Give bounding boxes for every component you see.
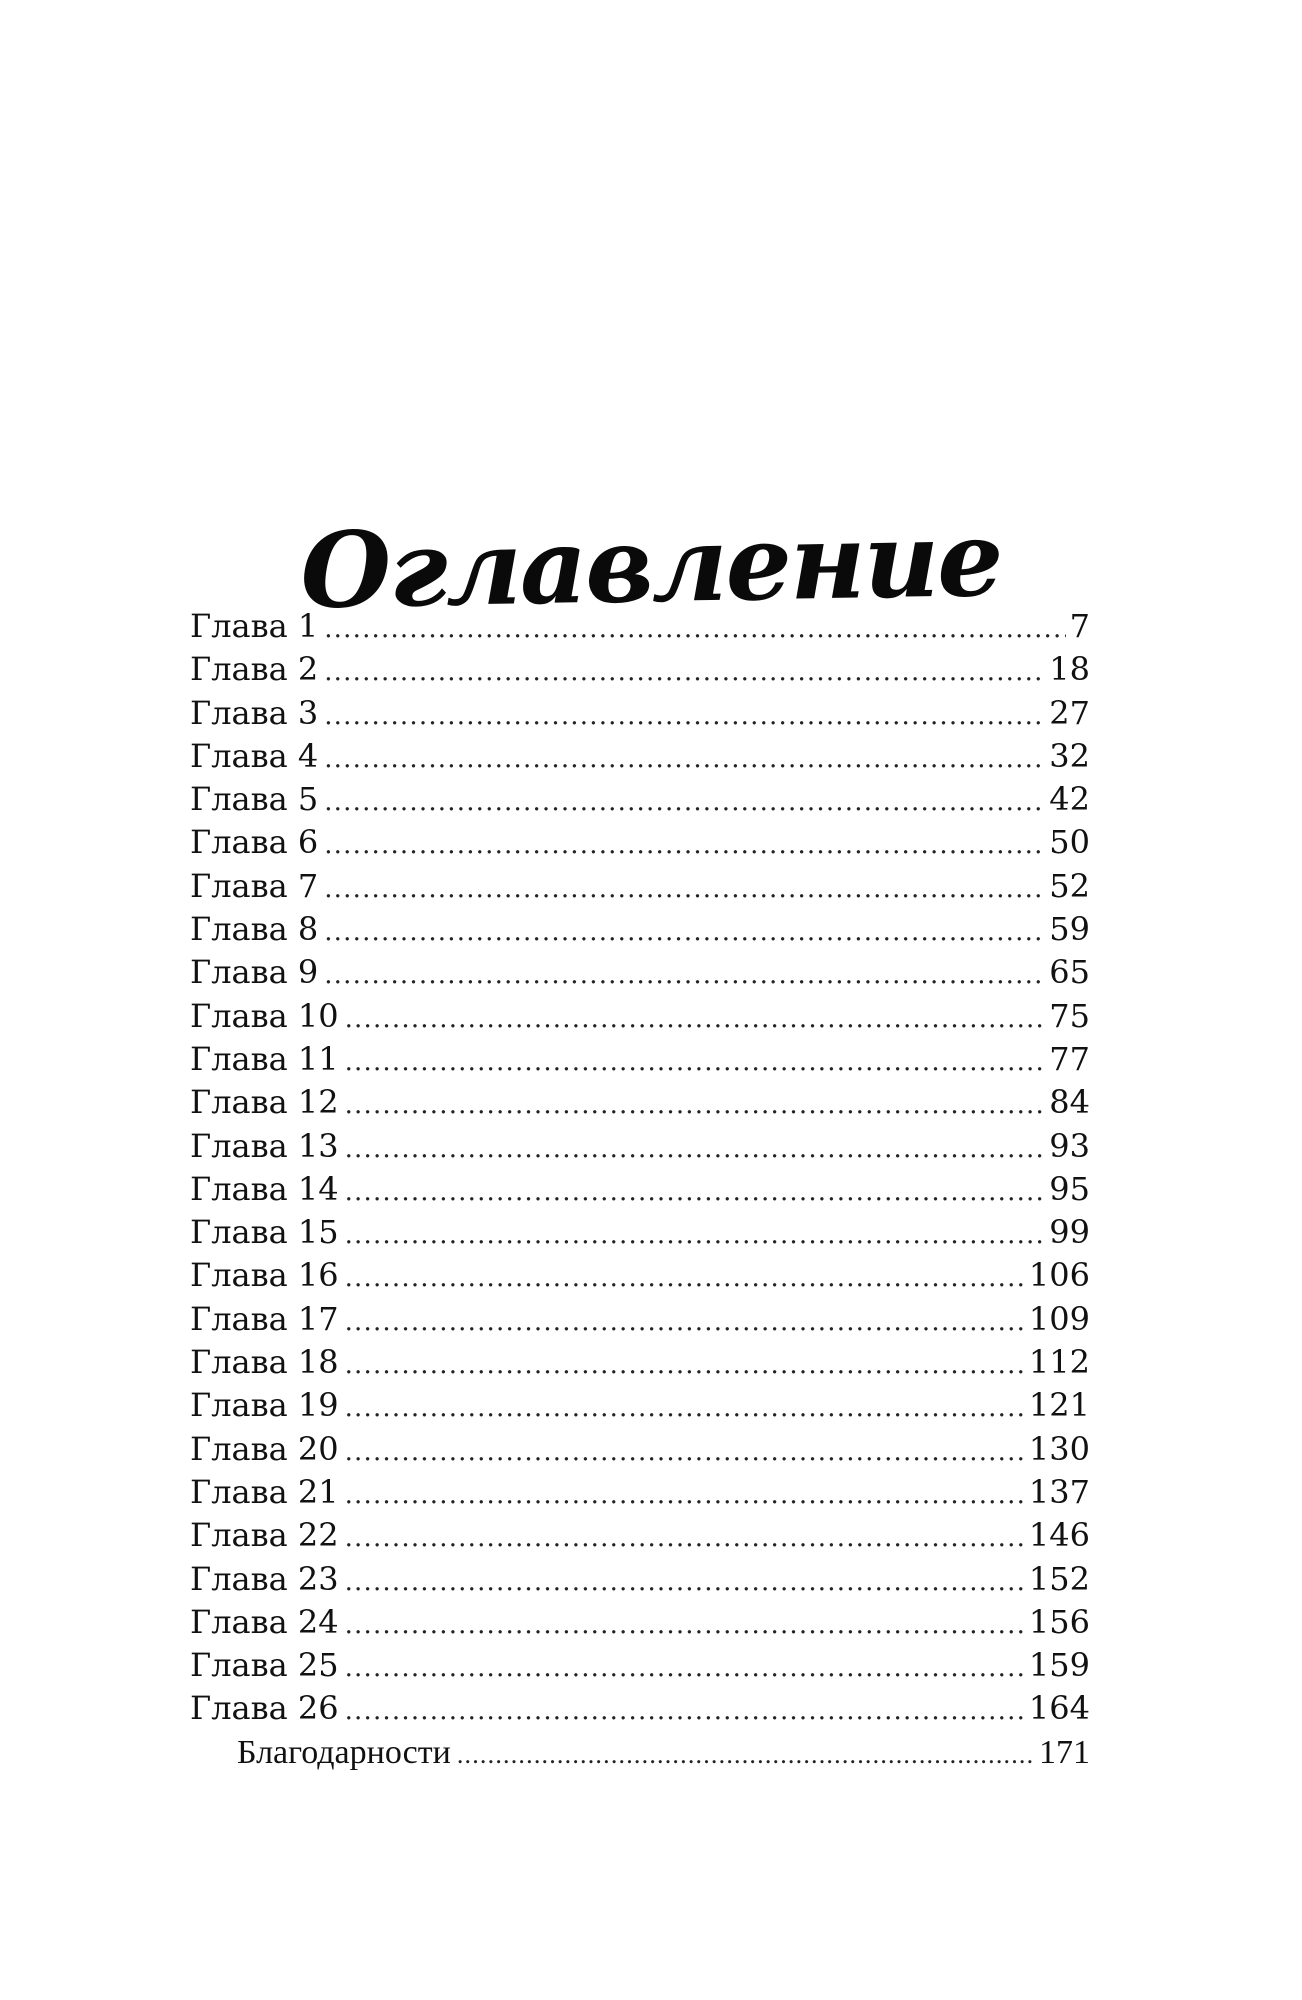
toc-dot-leader [324, 954, 1045, 994]
toc-entry-page: 164 [1028, 1689, 1090, 1728]
toc-entry-page: 171 [1039, 1733, 1090, 1771]
toc-entry-label: Глава 23 [190, 1559, 339, 1598]
toc-entry [190, 1125, 1090, 1168]
toc-dot-leader [345, 1301, 1025, 1341]
toc-entry [190, 1558, 1090, 1601]
toc-entry-label: Глава 25 [190, 1646, 339, 1685]
toc-entry-page: 99 [1049, 1213, 1090, 1252]
toc-entry-page: 59 [1049, 910, 1090, 949]
toc-dot-leader [345, 998, 1046, 1038]
toc-dot-leader [345, 1084, 1046, 1124]
toc-entry [190, 821, 1090, 864]
toc-entry-label: Глава 13 [190, 1126, 339, 1165]
toc-dot-leader [345, 1214, 1046, 1254]
toc-entry [190, 951, 1090, 994]
toc-entry-page: 109 [1028, 1299, 1090, 1338]
toc-entry-page: 84 [1049, 1083, 1090, 1122]
toc-entry-page: 121 [1028, 1386, 1090, 1425]
toc-entry-page: 159 [1028, 1646, 1090, 1685]
toc-entry-page: 75 [1049, 996, 1090, 1035]
toc-entry-label: Глава 6 [190, 823, 319, 862]
toc-entry-label: Глава 5 [190, 780, 319, 819]
toc-dot-leader [324, 738, 1045, 778]
toc-entry [190, 735, 1090, 778]
toc-entry-label: Глава 7 [190, 866, 319, 905]
toc-entry-page: 32 [1049, 736, 1090, 775]
toc-entry [190, 1514, 1090, 1557]
toc-entry-label: Глава 26 [190, 1689, 339, 1728]
toc-dot-leader [345, 1041, 1046, 1081]
toc-dot-leader [345, 1387, 1025, 1427]
toc-entry-page: 18 [1049, 650, 1090, 689]
toc-entry-page: 112 [1028, 1343, 1090, 1382]
toc-entry-page: 146 [1028, 1516, 1090, 1555]
toc-entry-page: 52 [1049, 866, 1090, 905]
toc-entry-label: Глава 15 [190, 1213, 339, 1252]
toc-entry-page: 152 [1028, 1559, 1090, 1598]
toc-entry-page: 42 [1049, 780, 1090, 819]
toc-entry-label: Глава 17 [190, 1299, 339, 1338]
toc-entry-label: Глава 9 [190, 953, 319, 992]
toc-dot-leader [345, 1344, 1025, 1384]
toc-dot-leader [345, 1128, 1046, 1168]
toc-entry-page: 27 [1049, 693, 1090, 732]
toc-entry-page: 106 [1028, 1256, 1090, 1295]
toc-entry-label: Глава 12 [190, 1083, 339, 1122]
toc-entry-page: 95 [1049, 1169, 1090, 1208]
toc-dot-leader [345, 1257, 1025, 1297]
toc-dot-leader [324, 824, 1045, 864]
toc-entry-page: 65 [1049, 953, 1090, 992]
toc-entry [190, 1341, 1090, 1384]
toc-entry-label: Глава 24 [190, 1602, 339, 1641]
toc-dot-leader [345, 1647, 1025, 1687]
toc-entry [190, 1687, 1090, 1730]
toc-entry-label: Глава 10 [190, 996, 339, 1035]
toc-entry [190, 648, 1090, 691]
toc-entry-page: 93 [1049, 1126, 1090, 1165]
toc-dot-leader [324, 781, 1045, 821]
toc-entry [190, 1211, 1090, 1254]
toc-entry-page: 50 [1049, 823, 1090, 862]
toc-entry-label: Глава 16 [190, 1256, 339, 1295]
toc-dot-leader [324, 868, 1045, 908]
toc-entry-page: 137 [1028, 1472, 1090, 1511]
toc-entry [190, 1298, 1090, 1341]
toc-dot-leader [345, 1690, 1025, 1730]
toc-entry-label: Глава 14 [190, 1169, 339, 1208]
table-of-contents [190, 605, 1090, 1774]
toc-entry-label: Глава 19 [190, 1386, 339, 1425]
toc-entry-label: Глава 3 [190, 693, 319, 732]
toc-entry-label: Глава 1 [190, 607, 319, 645]
toc-entry-label: Глава 22 [190, 1516, 339, 1555]
toc-entry-label: Глава 8 [190, 910, 319, 949]
toc-entry [190, 778, 1090, 821]
toc-entry [190, 1168, 1090, 1211]
toc-dot-leader [457, 1733, 1035, 1774]
toc-entry-label: Глава 11 [190, 1039, 339, 1078]
toc-entry [190, 1471, 1090, 1514]
toc-dot-leader [324, 911, 1045, 951]
toc-entry [190, 1644, 1090, 1687]
toc-dot-leader [345, 1474, 1025, 1514]
toc-entry [190, 1038, 1090, 1081]
toc-entry-page: 156 [1028, 1602, 1090, 1641]
toc-entry-label: Благодарности [237, 1733, 451, 1771]
toc-dot-leader [345, 1431, 1025, 1471]
toc-dot-leader [345, 1561, 1025, 1601]
toc-dot-leader [345, 1517, 1025, 1557]
toc-entry-label: Глава 18 [190, 1343, 339, 1382]
toc-entry-page: 7 [1069, 607, 1090, 645]
toc-entry-label: Глава 4 [190, 736, 319, 775]
toc-entry-page: 77 [1049, 1039, 1090, 1078]
toc-entry [190, 908, 1090, 951]
toc-entry [190, 1428, 1090, 1471]
toc-entry [190, 692, 1090, 735]
toc-dot-leader [345, 1171, 1046, 1211]
toc-entry [190, 605, 1090, 648]
toc-entry-label: Глава 2 [190, 650, 319, 689]
toc-dot-leader [324, 695, 1045, 735]
toc-entry [190, 865, 1090, 908]
toc-entry [190, 1601, 1090, 1644]
toc-entry-page: 130 [1028, 1429, 1090, 1468]
toc-entry-label: Глава 20 [190, 1429, 339, 1468]
toc-entry-label: Глава 21 [190, 1472, 339, 1511]
page-title: Оглавление [299, 496, 1003, 632]
toc-dot-leader [324, 608, 1065, 648]
toc-dot-leader [324, 651, 1045, 691]
toc-entry [190, 995, 1090, 1038]
toc-entry [190, 1254, 1090, 1297]
toc-entry [190, 1081, 1090, 1124]
toc-dot-leader [345, 1604, 1025, 1644]
toc-entry-acknowledgements [190, 1731, 1090, 1774]
toc-entry [190, 1384, 1090, 1427]
